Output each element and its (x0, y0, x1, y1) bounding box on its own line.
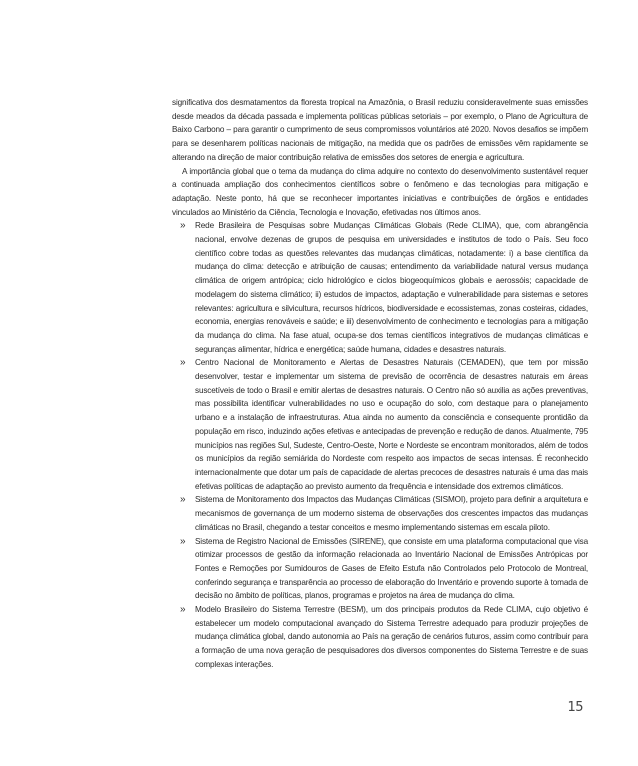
page-number: 15 (567, 700, 583, 715)
body-text (172, 96, 588, 672)
paragraph: A importância global que o tema da mudança do clima adquire no contexto do desenvolvimento sustentável requer a continuada ampliação dos conhecimentos científicos sobre o fenômeno e das tecnologias para mitigação e adaptação. Neste ponto, há que se reconhecer importantes iniciativas e contribuições de órgãos e entidades vinculados ao Ministério da Ciência, Tecnologia e Inovação, efetivadas nos últimos anos. (172, 166, 588, 217)
list-item-text: Rede Brasileira de Pesquisas sobre Mudanças Climáticas Globais (Rede CLIMA), que, com abrangência nacional, envolve dezenas de grupos de pesquisa em universidades e institutos de todo o País. Seu foco científico cobre todas as questões relevantes das mudanças climáticas, notadamente: i) a base científica da mudança do clima: detecção e atribuição de causas; entendimento da variabilidade natural versus mudança climática de origem antrópica; ciclo hidrológico e ciclos biogeoquímicos globais e aerossóis; capacidade de modelagem do sistema climático; ii) estudos de impactos, adaptação e vulnerabilidade para sistemas e setores relevantes: agricultura e silvicultura, recursos hídricos, biodiversidade e ecossistemas, zonas costeiras, cidades, economia, energias renováveis e saúde; e iii) desenvolvimento de conhecimento e tecnologias para a mitigação da mudança do clima. Na fase atual, ocupa-se dos temas científicos integrativos de mudanças climáticas e seguranças alimentar, hídrica e energética; saúde humana, cidades e desastres naturais. (195, 221, 588, 354)
bullet-marker: » (180, 604, 186, 616)
list-item (172, 603, 588, 672)
bullet-marker: » (180, 494, 186, 506)
bullet-marker: » (180, 535, 186, 547)
list-item-text: Sistema de Monitoramento dos Impactos das Mudanças Climáticas (SISMOI), projeto para definir a arquitetura e mecanismos de governança de um moderno sistema de observações dos crescentes impactos das mudanças climáticas no Brasil, chegando a testar conceitos e mesmo implementando sistemas em escala piloto. (195, 495, 588, 532)
paragraph: significativa dos desmatamentos da floresta tropical na Amazônia, o Brasil reduziu consideravelmente suas emissões desde meados da década passada e implementa políticas públicas setoriais – por exemplo, o Plano de Agricultura de Baixo Carbono – para garantir o cumprimento de seus compromissos voluntários até 2020. Novos desafios se impõem para se desenharem políticas nacionais de mitigação, na medida que os padrões de emissões vêm rapidamente se alterando na direção de maior contribuição relativa de emissões dos setores de energia e agricultura. (172, 98, 588, 162)
list-item (172, 219, 588, 356)
bullet-marker: » (180, 357, 186, 369)
list-item-text: Centro Nacional de Monitoramento e Alertas de Desastres Naturais (CEMADEN), que tem por missão desenvolver, testar e implementar um sistema de previsão de ocorrência de desastres naturais em áreas suscetíveis de todo o Brasil e emitir alertas de desastres naturais. O Centro não só auxilia as ações preventivas, mas possibilita identificar vulnerabilidades no uso e ocupação do solo, com destaque para o planejamento urbano e a instalação de infraestruturas. Atua ainda no aumento da consciência e consequente prontidão da população em risco, induzindo ações efetivas e antecipadas de prevenção e redução de danos. Atualmente, 795 municípios nas regiões Sul, Sudeste, Centro-Oeste, Norte e Nordeste se encontram monitorados, além de todos os municípios da região semiárida do Nordeste com respeito aos impactos de secas intensas. É reconhecido internacionalmente que dotar um país de capacidade de alertas precoces de desastres naturais é uma das mais efetivas políticas de adaptação ao previsto aumento da frequência e intensidade dos extremos climáticos. (195, 358, 588, 491)
list-item-text: Modelo Brasileiro do Sistema Terrestre (BESM), um dos principais produtos da Rede CLIMA, cujo objetivo é estabelecer um modelo computacional avançado do Sistema Terrestre adequado para produzir projeções de mudança climática global, dando autonomia ao País na geração de cenários futuros, assim como contribuir para a formação de uma nova geração de pesquisadores dos diversos componentes do Sistema Terrestre e de suas complexas interações. (195, 605, 588, 669)
list-item-text: Sistema de Registro Nacional de Emissões (SIRENE), que consiste em uma plataforma computacional que visa otimizar processos de gestão da informação relacionada ao Inventário Nacional de Emissões Antrópicas por Fontes e Remoções por Sumidouros de Gases de Efeito Estufa não Controlados pelo Protocolo de Montreal, conferindo segurança e transparência ao processo de elaboração do Inventário e provendo suporte à tomada de decisão no âmbito de políticas, planos, programas e projetos na área de mudança do clima. (195, 536, 588, 601)
bullet-marker: » (180, 220, 186, 232)
list-item (172, 356, 588, 493)
list-item (172, 493, 588, 534)
initiatives-list (172, 219, 588, 671)
list-item (172, 535, 588, 604)
